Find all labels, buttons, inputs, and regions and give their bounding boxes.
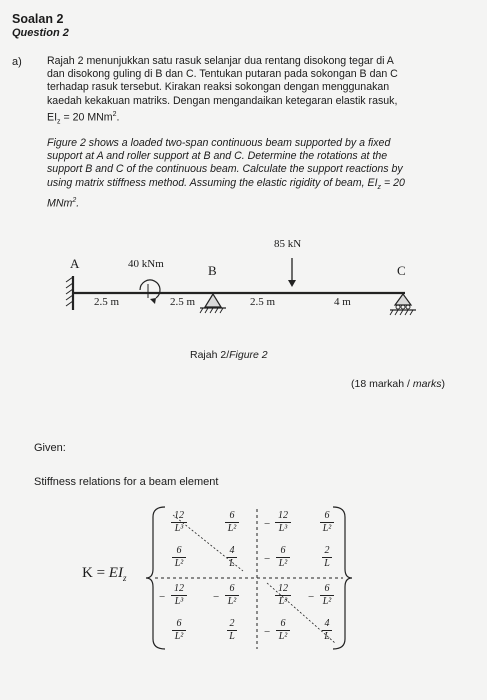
- k13-minus: −: [264, 518, 271, 530]
- malay-line-5: $EI_z = 20$ MNm$^2$.: [47, 110, 120, 126]
- k41: 6 L²: [168, 618, 190, 643]
- dim-4: 4 m: [334, 296, 351, 308]
- dim-2: 2.5 m: [170, 296, 196, 308]
- fixed-support-a: [66, 276, 73, 310]
- moment-label: 40 kNm: [128, 258, 164, 270]
- beam-figure: [0, 228, 487, 338]
- k43-minus: −: [264, 626, 271, 638]
- malay-line-4: kaedah kekakuan matriks. Dengan mengandaikan ketegaran elastik rasuk,: [47, 94, 398, 107]
- malay-line-1: Rajah 2 menunjukkan satu rasuk selanjar dua rentang disokong tegar di A: [47, 55, 394, 67]
- figure-caption: Rajah 2/Figure 2: [190, 349, 268, 361]
- malay-question: [47, 55, 459, 129]
- english-line-1: Figure 2 shows a loaded two-span continuous beam supported by a fixed: [47, 137, 391, 149]
- part-label: a): [12, 56, 22, 68]
- subscript-z: z: [57, 118, 61, 126]
- ei-value: = 20 MNm: [60, 111, 113, 124]
- english-line-4: using matrix stiffness method. Assuming the elastic rigidity of beam, $EI_z = 20$: [47, 176, 405, 191]
- k34-minus: −: [308, 591, 315, 603]
- k43: 6 L²: [272, 618, 294, 643]
- k42: 2 L: [221, 618, 243, 643]
- k21: 6 L²: [168, 545, 190, 570]
- marks-label: (18 markah / marks): [351, 378, 445, 390]
- k32: 6 L²: [221, 583, 243, 608]
- k23-minus: −: [264, 553, 271, 565]
- ei-symbol: EI: [47, 111, 58, 124]
- k-equation-lhs: $K = EI_z$: [82, 565, 127, 583]
- dim-1: 2.5 m: [94, 296, 120, 308]
- k44: 4 L: [316, 618, 338, 643]
- k24: 2 L: [316, 545, 338, 570]
- k12: 6 L²: [221, 510, 243, 535]
- k23: 6 L²: [272, 545, 294, 570]
- pin-support-b: [200, 294, 226, 313]
- label-b: B: [208, 263, 217, 278]
- point-load-arrow: [288, 258, 296, 287]
- label-c: C: [397, 263, 406, 278]
- k31-minus: −: [159, 591, 166, 603]
- label-a: A: [70, 256, 80, 271]
- malay-line-3: terhadap rasuk tersebut. Kirakan reaksi sokongan dengan menggunakan: [47, 81, 390, 94]
- dim-3: 2.5 m: [250, 296, 276, 308]
- superscript-2: 2: [112, 110, 117, 118]
- stiffness-title: Stiffness relations for a beam element: [34, 476, 219, 488]
- english-line-2: support at A and roller support at B and C. Determine the rotations at the: [47, 150, 388, 163]
- roller-support-c: [390, 294, 416, 315]
- load-label: 85 kN: [274, 238, 302, 250]
- malay-line-2: dan disokong guling di B dan C. Tentukan putaran pada sokongan B dan C: [47, 68, 398, 81]
- k13: 12 L³: [272, 510, 294, 535]
- question-heading: Question 2: [12, 27, 69, 39]
- k31: 12 L³: [168, 583, 190, 608]
- k34: 6 L²: [316, 583, 338, 608]
- k33: 12 L³: [272, 583, 294, 608]
- english-line-3: support B and C of the continuous beam. Calculate the support reactions by: [47, 163, 403, 176]
- k22: 4 L: [221, 545, 243, 570]
- k14: 6 L²: [316, 510, 338, 535]
- english-question: [47, 137, 459, 211]
- k11: 12 L³: [168, 510, 190, 535]
- english-line-5: MNm$^2$.: [47, 196, 80, 210]
- soalan-heading: Soalan 2: [12, 12, 64, 26]
- k32-minus: −: [213, 591, 220, 603]
- given-label: Given:: [34, 442, 66, 454]
